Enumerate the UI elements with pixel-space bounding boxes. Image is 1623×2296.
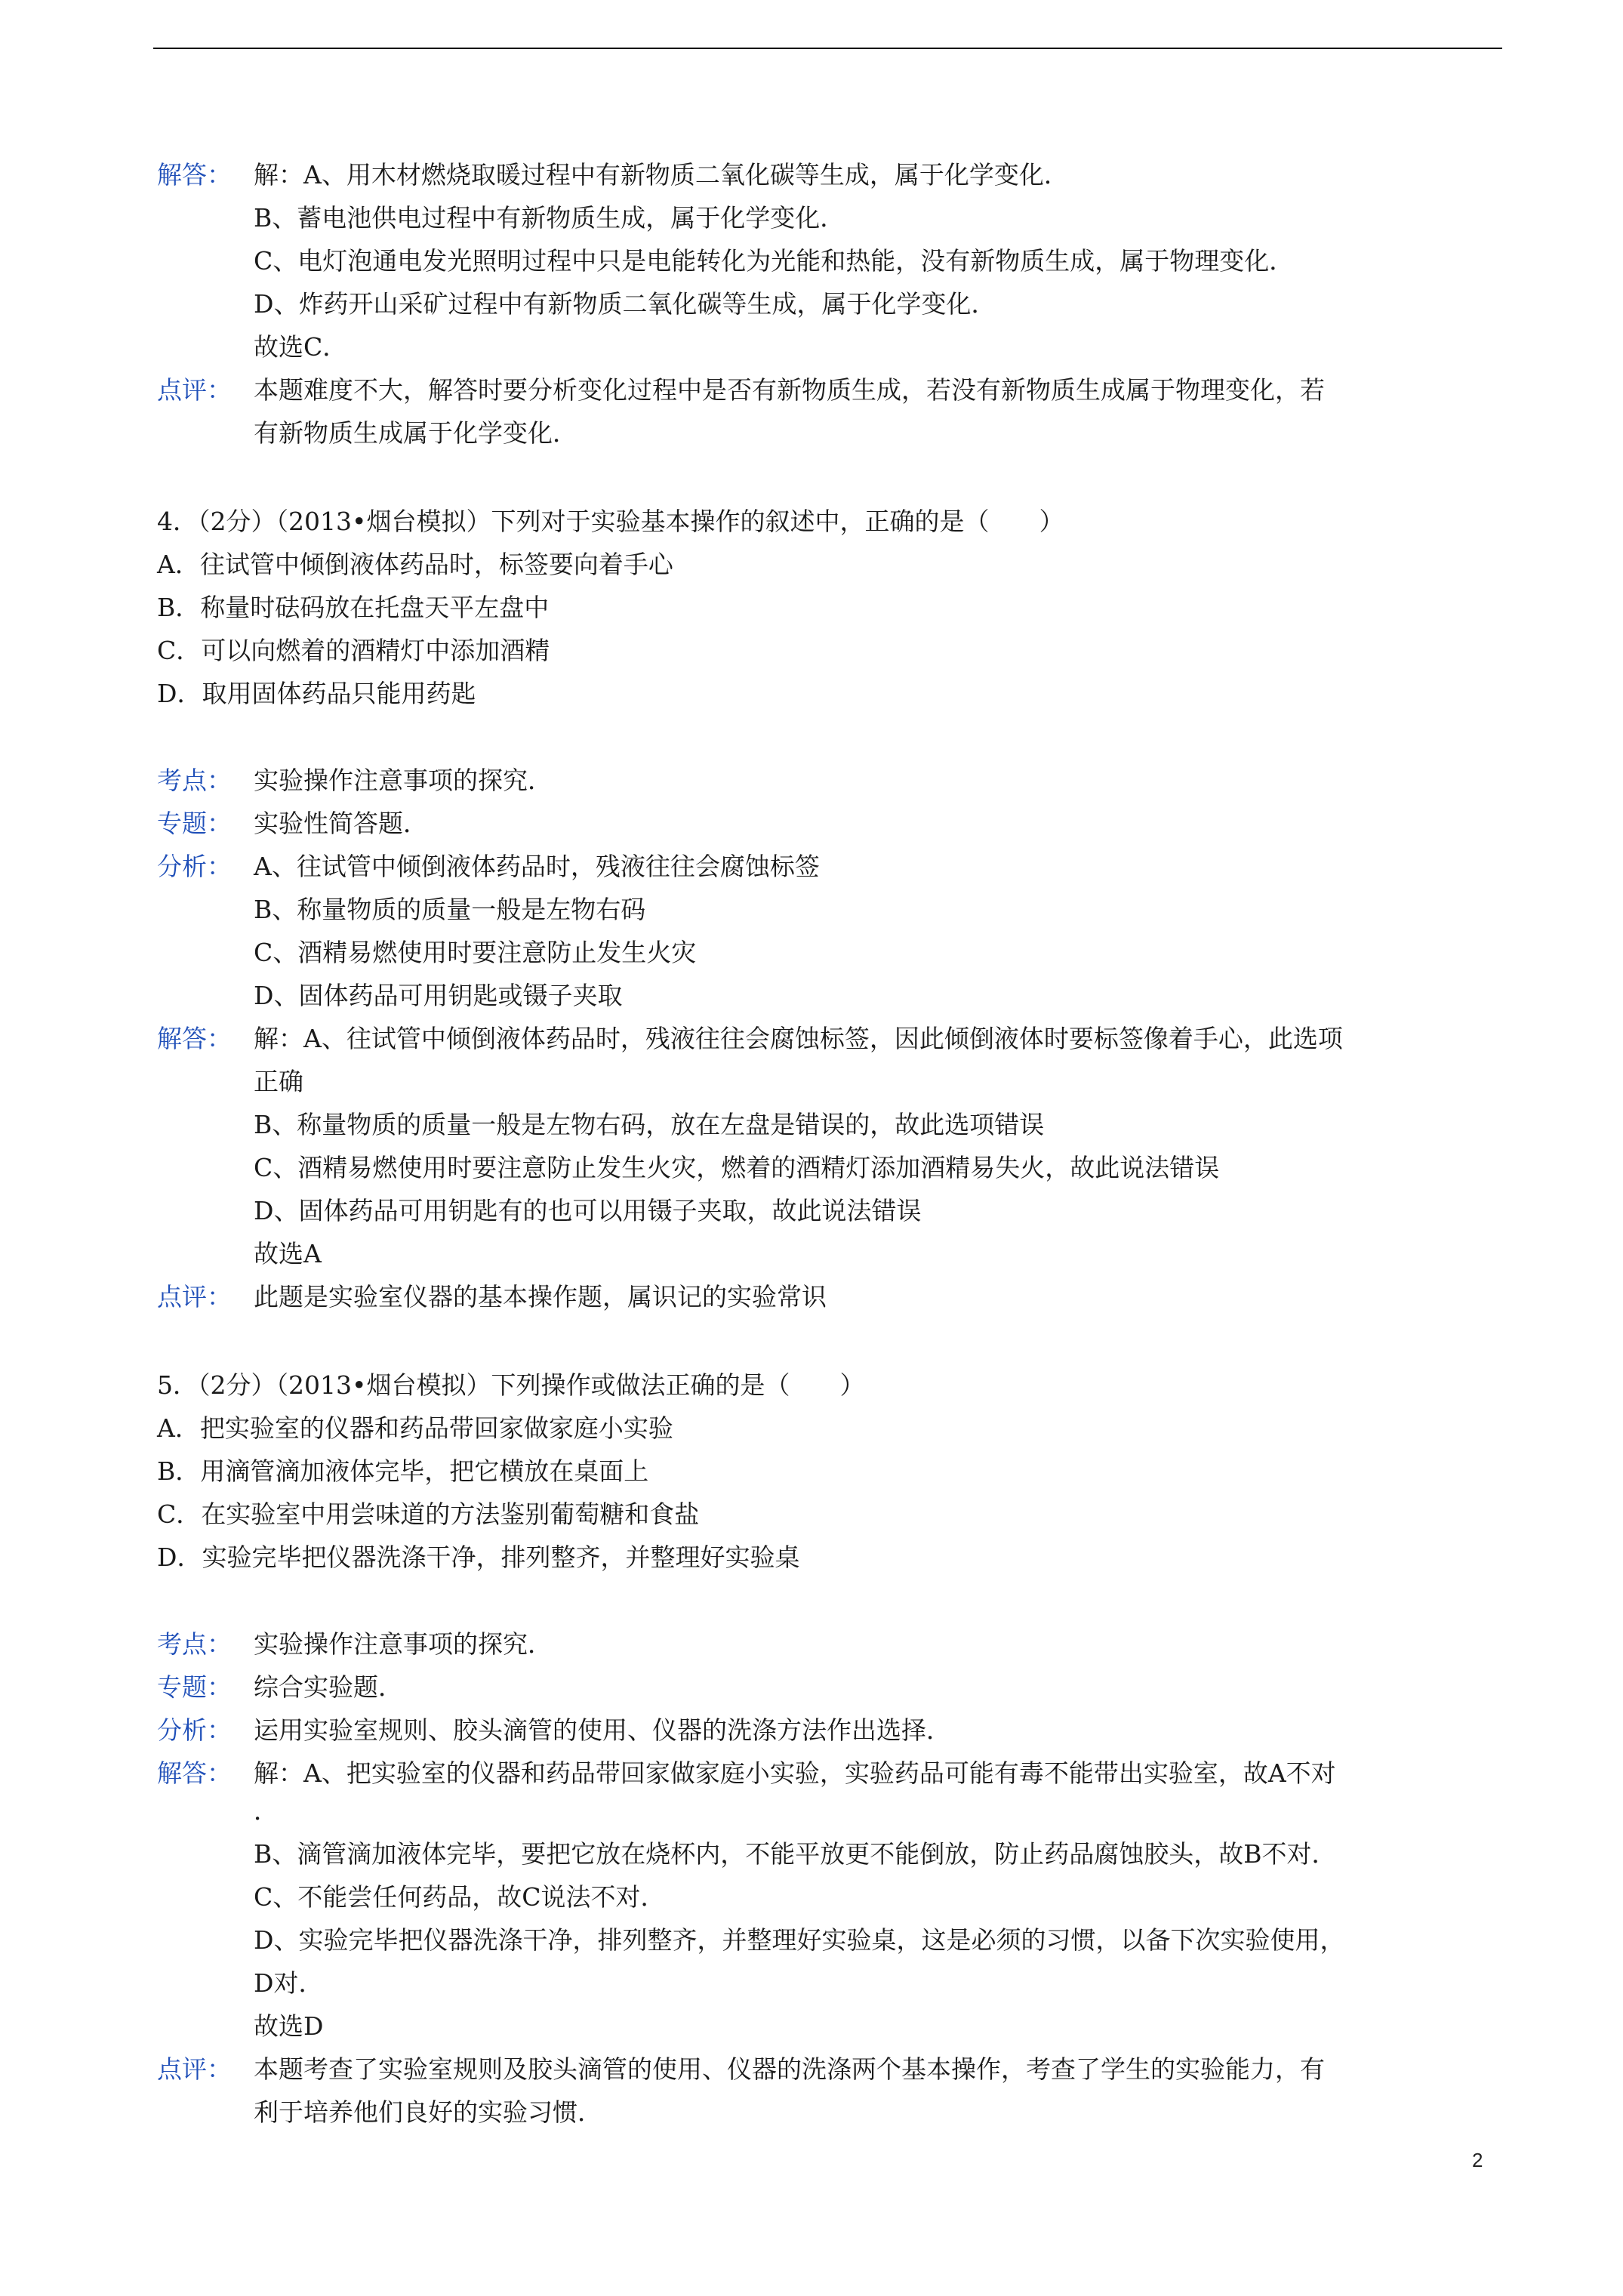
option-a: A．把实验室的仪器和药品带回家做家庭小实验 (157, 1413, 673, 1443)
zhuanti-text: 综合实验题． (254, 1672, 403, 1702)
fenxi-line: 运用实验室规则、胶头滴管的使用、仪器的洗涤方法作出选择． (254, 1715, 951, 1745)
answer-line: C、不能尝任何药品，故C说法不对． (254, 1882, 666, 1912)
zhuanti-label: 专题： (157, 1672, 232, 1702)
answer-line: B、滴管滴加液体完毕，要把它放在烧杯内，不能平放更不能倒放，防止药品腐蚀胶头，故B不对． (254, 1839, 1337, 1869)
kaodian-text: 实验操作注意事项的探究． (254, 1629, 553, 1659)
answer-line: 解：A、用木材燃烧取暖过程中有新物质二氧化碳等生成，属于化学变化． (254, 160, 1069, 190)
option-d: D．取用固体药品只能用药匙 (157, 679, 476, 708)
answer-label: 解答： (157, 160, 232, 190)
answer-line: 故选C． (254, 332, 348, 362)
fenxi-line: B、称量物质的质量一般是左物右码 (254, 895, 646, 924)
question-stem: 4．（2分）（2013•烟台模拟）下列对于实验基本操作的叙述中，正确的是（ ） (157, 507, 1064, 536)
option-b: B．称量时砝码放在托盘天平左盘中 (157, 593, 550, 622)
answer-line: B、称量物质的质量一般是左物右码，放在左盘是错误的，故此选项错误 (254, 1110, 1045, 1139)
zhuanti-label: 专题： (157, 809, 232, 838)
fenxi-line: A、往试管中倾倒液体药品时，残液往往会腐蚀标签 (254, 852, 820, 881)
page-number: 2 (1472, 2149, 1483, 2171)
fenxi-label: 分析： (157, 852, 232, 881)
answer-line: 故选D (254, 2011, 324, 2041)
answer-line: C、酒精易燃使用时要注意防止发生火灾，燃着的酒精灯添加酒精易失火，故此说法错误 (254, 1153, 1220, 1182)
fenxi-label: 分析： (157, 1715, 232, 1745)
answer-line: 解：A、把实验室的仪器和药品带回家做家庭小实验，实验药品可能有毒不能带出实验室，故A不对 (254, 1758, 1336, 1788)
header-rule (153, 48, 1502, 49)
answer-line: ． (254, 1796, 279, 1826)
answer-line: B、蓄电池供电过程中有新物质生成，属于化学变化． (254, 203, 845, 233)
answer-line: C、电灯泡通电发光照明过程中只是电能转化为光能和热能，没有新物质生成，属于物理变化． (254, 246, 1295, 276)
fenxi-line: D、固体药品可用钥匙或镊子夹取 (254, 981, 623, 1010)
option-b: B．用滴管滴加液体完毕，把它横放在桌面上 (157, 1456, 649, 1486)
kaodian-label: 考点： (157, 1629, 232, 1659)
answer-line: 解：A、往试管中倾倒液体药品时，残液往往会腐蚀标签，因此倾倒液体时要标签像着手心，此选项 (254, 1024, 1343, 1053)
kaodian-text: 实验操作注意事项的探究． (254, 766, 553, 795)
answer-label: 解答： (157, 1024, 232, 1053)
question-stem: 5．（2分）（2013•烟台模拟）下列操作或做法正确的是（ ） (157, 1370, 865, 1400)
answer-line: 正确 (254, 1067, 303, 1096)
comment-line: 本题难度不大，解答时要分析变化过程中是否有新物质生成，若没有新物质生成属于物理变化，若 (254, 375, 1325, 405)
option-a: A．往试管中倾倒液体药品时，标签要向着手心 (157, 550, 673, 579)
answer-line: D、固体药品可用钥匙有的也可以用镊子夹取，故此说法错误 (254, 1196, 922, 1225)
answer-line: D、炸药开山采矿过程中有新物质二氧化碳等生成，属于化学变化． (254, 289, 996, 319)
answer-line: D、实验完毕把仪器洗涤干净，排列整齐，并整理好实验桌，这是必须的习惯，以备下次实验使用， (254, 1925, 1345, 1955)
comment-line: 本题考查了实验室规则及胶头滴管的使用、仪器的洗涤两个基本操作，考查了学生的实验能力，有 (254, 2054, 1325, 2084)
comment-label: 点评： (157, 375, 232, 405)
comment-label: 点评： (157, 2054, 232, 2084)
comment-line: 有新物质生成属于化学变化． (254, 418, 577, 448)
comment-line: 此题是实验室仪器的基本操作题，属识记的实验常识 (254, 1282, 827, 1311)
zhuanti-text: 实验性简答题． (254, 809, 428, 838)
fenxi-line: C、酒精易燃使用时要注意防止发生火灾 (254, 938, 697, 967)
answer-label: 解答： (157, 1758, 232, 1788)
comment-line: 利于培养他们良好的实验习惯． (254, 2097, 602, 2127)
option-d: D．实验完毕把仪器洗涤干净，排列整齐，并整理好实验桌 (157, 1542, 800, 1572)
option-c: C．在实验室中用尝味道的方法鉴别葡萄糖和食盐 (157, 1499, 700, 1529)
kaodian-label: 考点： (157, 766, 232, 795)
comment-label: 点评： (157, 1282, 232, 1311)
answer-line: D对． (254, 1968, 324, 1998)
answer-line: 故选A (254, 1239, 322, 1268)
option-c: C．可以向燃着的酒精灯中添加酒精 (157, 636, 550, 665)
